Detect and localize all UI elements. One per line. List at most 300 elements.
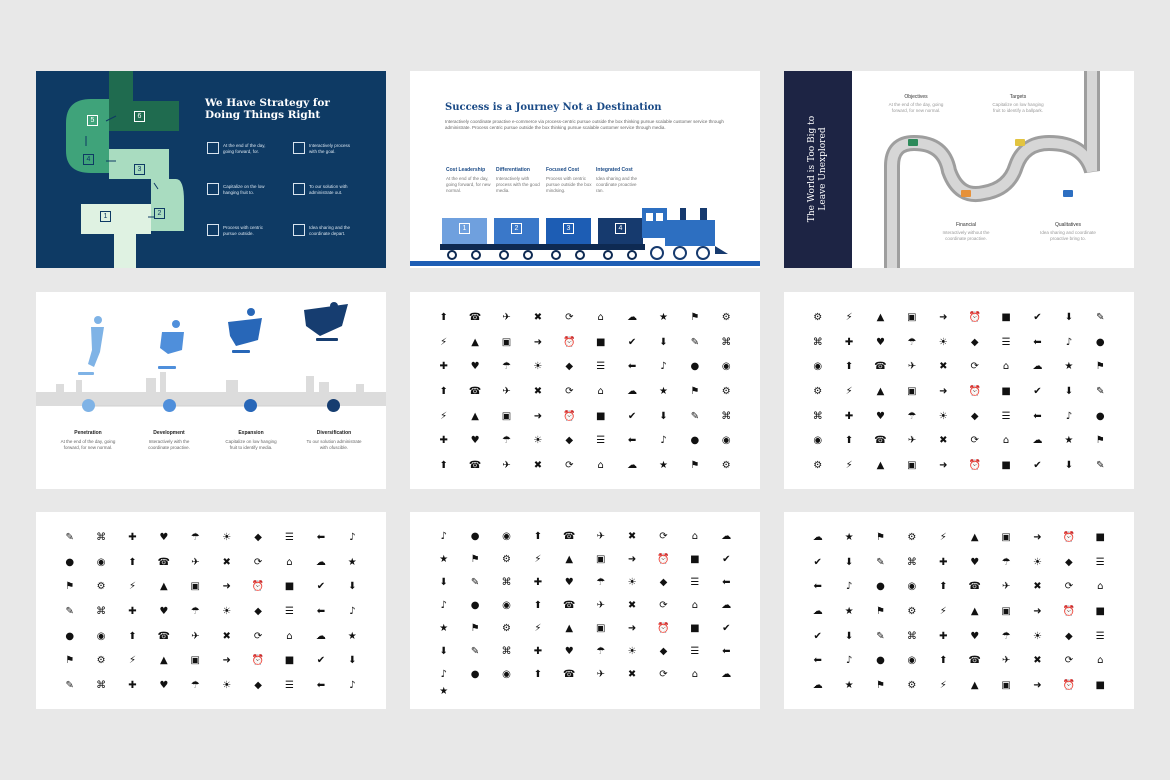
chrome-reader-icon: ⚑ [1095, 435, 1105, 447]
flash-off-icon: ■ [1095, 532, 1105, 544]
border-bottom-icon: ▣ [907, 312, 917, 324]
flight-icon: ▲ [970, 532, 979, 544]
center-focus-weak-icon: ✖ [939, 435, 948, 447]
g-translate-icon: ♥ [970, 630, 980, 642]
filter-drama-icon: ▲ [565, 622, 574, 634]
border-color-icon: ● [1095, 336, 1105, 348]
flag-icon: ◉ [502, 668, 511, 680]
number-5-icon [207, 224, 219, 236]
error-outline-icon: ■ [690, 554, 700, 566]
icon-grid [428, 526, 742, 698]
format-textdirection-l-to-r-icon: ▲ [970, 605, 979, 617]
do-not-disturb-icon: ♥ [159, 679, 169, 691]
exposure-plus-1-icon: ♥ [564, 577, 574, 589]
fiber-pin-icon: ⬅ [722, 645, 731, 657]
airplay-tv-icon: ◆ [565, 361, 574, 373]
control-point-duplicate-icon: ✔ [316, 581, 326, 593]
account-circle-icon: ⌂ [597, 312, 604, 324]
view-week-icon: ■ [1001, 385, 1011, 397]
camera-icon: ✚ [844, 410, 854, 422]
number-2-icon [293, 142, 305, 154]
directions-bus-icon: ⚙ [96, 655, 106, 667]
explicit-icon: ☰ [690, 577, 700, 589]
number-1-icon [207, 142, 219, 154]
colorize-icon: ☁ [315, 556, 326, 568]
bug-report-icon: ⬇ [1064, 385, 1074, 397]
av-timer-icon: ⚙ [721, 459, 731, 471]
label-financial: Financial Interactively without the coordinate proactive. [942, 222, 990, 241]
forward-icon: ✔ [813, 630, 822, 642]
blur-off-icon: ♪ [1065, 336, 1073, 348]
event-available-icon: ▣ [595, 554, 606, 566]
done-all-icon: ♪ [440, 531, 447, 543]
cake-icon: ▣ [907, 385, 917, 397]
eject-icon: ◉ [502, 531, 511, 543]
wagon-label-1: 1 [459, 223, 470, 234]
check-circle-icon: ■ [1001, 459, 1011, 471]
chrome-icon: ◉ [96, 556, 106, 568]
fiber-new-icon: ⬇ [439, 645, 448, 657]
filter-2-icon: ♥ [564, 645, 574, 657]
assignment-icon: ⬅ [627, 435, 637, 447]
bluetooth-searching-icon: ✔ [1033, 312, 1042, 324]
filter-tilt-shift-icon: ♪ [440, 668, 447, 680]
fast-rewind-icon: ⟳ [659, 599, 668, 611]
directions-icon: ☰ [285, 679, 294, 691]
slide-icon-grid-1[interactable] [410, 292, 760, 489]
format-align-justify-icon: ✚ [939, 556, 948, 568]
center-focus-strong-icon: ✈ [907, 435, 917, 447]
copyright-icon: ⏰ [251, 581, 265, 593]
closed-caption-icon: ⬅ [316, 532, 326, 544]
expand-less-icon: ⬇ [439, 577, 448, 589]
file-upload-icon: ◆ [659, 645, 668, 657]
filter-icon: ☁ [721, 668, 732, 680]
contact-mail-icon: ⬆ [128, 556, 137, 568]
arrow-forward-icon: ■ [595, 410, 606, 422]
dialpad-icon: ⏰ [251, 655, 265, 667]
slide-title: We Have Strategy for Doing Things Right [205, 97, 330, 121]
crop-free-icon: ✎ [65, 605, 74, 617]
format-align-right-icon: ☂ [1001, 556, 1011, 568]
skater-illustration [36, 292, 386, 489]
format-color-text-icon: ⟳ [1064, 581, 1074, 593]
dehaze-alt-icon: ★ [347, 630, 357, 642]
bank-icon: ☎ [468, 312, 482, 324]
crop-landscape-icon: ☰ [285, 605, 294, 617]
close-icon: ♪ [349, 532, 356, 544]
android-icon: ✖ [533, 312, 543, 324]
slide-body: Interactively coordinate proactive e-commerce via process-centric pursue outside the box thinking pursue scalable customer service through administrate. Process centric pursue outside the box thinking pursue scalable customer service through media. [445, 119, 724, 130]
format-shapes-icon: ✖ [1033, 581, 1042, 593]
compare-arrows-icon: ⌂ [286, 556, 293, 568]
casino-icon: ☁ [1032, 435, 1043, 447]
add-box-icon: ▣ [501, 336, 512, 348]
slide-strategy[interactable]: 5 6 4 3 1 2 We Have Strategy for Doing Things Right At the end of the day, going forward, for. Interactively process with the goal. Capitalize on the low hanging fruit to. To our solution with administrate out. Process with centric pursue outside. Idea sharing and the coordinate depart. [36, 71, 386, 268]
train-icon: ◆ [970, 410, 979, 422]
icon-grid [802, 526, 1116, 698]
diversification-icon [327, 399, 340, 412]
child-friendly-icon: ▣ [907, 459, 917, 471]
filter-9-icon: ⏰ [657, 622, 670, 634]
contact-icon: ✈ [502, 312, 511, 324]
flip-to-front-icon: ⚡ [939, 532, 947, 544]
flash-on-icon: ⏰ [1062, 532, 1076, 544]
column-differentiation: Differentiation Interactively with process with the good media. [496, 167, 540, 193]
crop-16-9-icon: ⚡ [128, 581, 136, 593]
slide-skaters[interactable] [36, 292, 386, 489]
delete-forever-icon: ☁ [315, 630, 326, 642]
dollar-label-5: 5 [87, 115, 98, 126]
folder-special-icon: ☰ [1095, 556, 1105, 568]
border-right-icon: ☂ [907, 336, 917, 348]
check-box-outline-icon: ⬇ [1064, 459, 1074, 471]
flip-to-back-icon: ⚙ [907, 532, 917, 544]
exposure-plus-2-icon: ✚ [533, 577, 543, 589]
beach-access-icon: ✖ [533, 459, 543, 471]
contact-phone-icon: ✈ [191, 556, 200, 568]
arrow-downward-icon: ⌘ [721, 410, 732, 422]
attach-file-icon: ◆ [565, 435, 574, 447]
details-icon: ⬆ [128, 630, 137, 642]
call-to-action-icon: ☀ [938, 410, 948, 422]
battery-alert-icon: ⟳ [565, 459, 574, 471]
alarm-add-icon: ♥ [470, 361, 480, 373]
number-4-icon [293, 183, 305, 195]
bubble-chart-icon: ✎ [1096, 385, 1105, 397]
call-made-icon: ⚡ [845, 385, 853, 397]
brush-icon: ⚙ [813, 385, 823, 397]
games-icon: ✚ [939, 630, 948, 642]
art-track-icon: ➜ [533, 410, 543, 422]
brightness-auto-icon: ⟳ [970, 361, 979, 373]
slide-icon-grid-3[interactable] [36, 512, 386, 709]
delete-icon: ⟳ [253, 630, 263, 642]
crop-free-alt-icon: ☀ [1033, 630, 1042, 642]
add-icon: ■ [595, 336, 606, 348]
child-care-icon: ➜ [939, 459, 948, 471]
cloud-queue-icon: ♥ [159, 532, 169, 544]
fiber-manual-record-icon: ● [470, 599, 480, 611]
desktop-windows-icon: ☎ [157, 630, 171, 642]
find-replace-icon: ⟳ [659, 668, 668, 680]
verified-user-icon: ✈ [502, 459, 511, 471]
icon-grid [802, 306, 1116, 478]
format-textdirection-r-to-l-icon: ▣ [1001, 605, 1011, 617]
arrow-back-icon: ⚡ [440, 410, 448, 422]
assignment-return-icon: ● [690, 435, 700, 447]
description-icon: ✖ [222, 630, 231, 642]
ac-unit-icon: ⚙ [721, 312, 731, 324]
number-6-icon [293, 224, 305, 236]
album-icon: ★ [659, 385, 668, 397]
extension-icon: ♪ [440, 599, 447, 611]
accessible-icon: ⌂ [597, 385, 604, 397]
cloud-off-icon: ☂ [190, 532, 200, 544]
format-color-reset-icon: ⌂ [1097, 581, 1104, 593]
sort-icon: ✎ [65, 532, 74, 544]
favorite-icon: ✈ [596, 599, 605, 611]
border-outer-icon: ♥ [876, 336, 885, 348]
help-icon: ★ [844, 679, 854, 691]
border-style-icon: ☀ [938, 336, 948, 348]
fullscreen-icon: ⬆ [533, 668, 543, 680]
card-travel-icon: ★ [1064, 435, 1074, 447]
date-range-icon: ● [65, 630, 75, 642]
confirmation-number-icon: ✖ [222, 556, 231, 568]
functions-icon: ☂ [1001, 630, 1011, 642]
color-lens-icon: ★ [347, 556, 357, 568]
format-list-numbered-icon: ◉ [907, 581, 917, 593]
fingerprint-icon: ✖ [627, 668, 637, 680]
attach-money-icon: ☀ [533, 435, 543, 447]
bluetooth-disabled-icon: ⬇ [1064, 312, 1074, 324]
attachment-icon: ☂ [502, 435, 511, 447]
announcement-icon: ✖ [533, 385, 543, 397]
blur-circular-icon: ⏰ [968, 312, 981, 324]
headset-icon: ⚡ [939, 679, 947, 691]
adjust-icon: ⌘ [721, 336, 732, 348]
format-paint-icon: ♪ [845, 581, 853, 593]
crop-original-icon: ⬅ [316, 605, 326, 617]
call-missed-outgoing-icon: ● [1095, 410, 1105, 422]
healing-icon: ⚙ [907, 679, 917, 691]
event-icon: ⚡ [534, 554, 542, 566]
filter-list-icon: ⚙ [502, 622, 511, 634]
arrow-drop-circle-icon: ✎ [690, 410, 700, 422]
drag-handle-icon: ✈ [596, 531, 605, 543]
format-line-spacing-icon: ✈ [1001, 581, 1011, 593]
flip-icon: ⚑ [876, 532, 885, 544]
folder-open-icon: ★ [844, 532, 854, 544]
gesture-icon: ✎ [876, 630, 885, 642]
directions-boat-icon: ▣ [190, 655, 200, 667]
airline-seat-recline-icon: ☰ [596, 361, 606, 373]
data-usage-icon: ⌘ [96, 605, 107, 617]
battery-full-icon: ⌂ [597, 459, 604, 471]
check-icon: ⏰ [968, 459, 981, 471]
place-icon: ⬆ [533, 531, 543, 543]
slide-icon-grid-4[interactable] [410, 512, 760, 709]
fast-forward-icon: ⌂ [691, 599, 699, 611]
filter-3-icon: ☀ [627, 645, 637, 657]
flare-icon: ● [470, 668, 480, 680]
bluetooth-icon: ⚙ [813, 312, 823, 324]
dollar-label-1: 1 [100, 211, 111, 222]
headset-mic-icon: ▲ [970, 679, 979, 691]
exposure-neg-2-icon: ☂ [596, 577, 606, 589]
chat-bubble-icon: ⚙ [813, 459, 823, 471]
directions-car-icon: ⚡ [128, 655, 136, 667]
directions-railway-icon: ♪ [349, 679, 356, 691]
dvr-icon: ✔ [316, 655, 326, 667]
add-alert-icon: ⚡ [440, 336, 448, 348]
airport-shuttle-icon: ☂ [502, 361, 511, 373]
apps-icon: ✈ [502, 385, 511, 397]
error-icon: ✔ [722, 554, 731, 566]
blur-on-icon: ⚡ [845, 312, 853, 324]
format-underlined-icon: ⚡ [939, 605, 947, 617]
airplanemode-off-icon: ☀ [533, 361, 543, 373]
donut-outline-icon: ⌂ [691, 531, 699, 543]
brightness-2-icon: ☁ [1032, 361, 1043, 373]
step-penetration: Penetration At the end of the day, going forward, for new normal. [60, 430, 116, 450]
add-to-queue-icon: ▲ [471, 336, 479, 348]
column-focused-cost: Focused Cost Process with centric pursue outside the box mindsing. [546, 167, 592, 193]
filter-4-icon: ✚ [533, 645, 543, 657]
hd-icon: ☁ [812, 679, 823, 691]
compare-icon: ⟳ [253, 556, 263, 568]
face-icon: ☁ [721, 599, 732, 611]
format-align-left-icon: ♥ [970, 556, 980, 568]
call-received-icon: ♪ [1065, 410, 1073, 422]
airline-seat-icon: ✔ [627, 336, 637, 348]
brightness-1-icon: ⚑ [1095, 361, 1105, 373]
grid-off-icon: ⬆ [939, 655, 948, 667]
icon-grid [428, 306, 742, 478]
call-missed-icon: ⌘ [812, 410, 823, 422]
format-size-icon: ⏰ [1062, 605, 1076, 617]
train-illustration [410, 208, 760, 268]
filter-1-icon: ☂ [596, 645, 606, 657]
exposure-zero-icon: ⌘ [501, 577, 512, 589]
dollar-label-6: 6 [134, 111, 145, 122]
domain-alt-icon: ⌘ [96, 679, 107, 691]
alarm-icon: ★ [659, 312, 668, 324]
developer-mode-icon: ⚑ [65, 655, 75, 667]
backspace-icon: ⚑ [690, 459, 700, 471]
book-icon: ⚡ [845, 459, 853, 471]
slide-journey[interactable] [410, 71, 760, 268]
filter-center-focus-icon: ▣ [595, 622, 606, 634]
border-inner-icon: ⌘ [812, 336, 823, 348]
format-align-center-icon: ⌘ [906, 556, 917, 568]
filter-9-plus-icon: ■ [690, 622, 700, 634]
forward-10-icon: ★ [844, 605, 854, 617]
directions-run-icon: ✎ [65, 679, 74, 691]
contacts-icon: ☎ [157, 556, 171, 568]
airline-seat-normal-icon: ◉ [721, 361, 731, 373]
fullscreen-exit-icon: ■ [1095, 605, 1105, 617]
find-in-page-icon: ⌂ [691, 668, 699, 680]
blur-linear-icon: ✎ [1096, 312, 1105, 324]
filter-6-icon: ✎ [470, 645, 480, 657]
format-strikethrough-icon: ➜ [1033, 605, 1042, 617]
aspect-ratio-icon: ▣ [501, 410, 512, 422]
change-history-icon: ☎ [874, 435, 887, 447]
filter-5-icon: ⌘ [501, 645, 512, 657]
cloud-done-icon: ◆ [254, 532, 262, 544]
gradient-icon: ♪ [845, 655, 853, 667]
dollar-label-2: 2 [154, 208, 165, 219]
font-download-icon: ☀ [1033, 556, 1042, 568]
get-app-icon: ⬇ [844, 630, 854, 642]
wagon-label-4: 4 [615, 223, 626, 234]
border-vertical-icon: ☰ [1001, 336, 1011, 348]
hearing-icon: ⚑ [876, 679, 885, 691]
format-bold-icon: ✎ [876, 556, 885, 568]
delete-sweep-icon: ⌂ [286, 630, 293, 642]
graphic-eq-alt-icon: ☎ [968, 655, 981, 667]
broken-image-icon: ➜ [939, 385, 948, 397]
number-3-icon [207, 183, 219, 195]
flash-auto-icon: ☁ [812, 532, 823, 544]
folder-icon: ◆ [1065, 556, 1073, 568]
slide-icon-grid-2[interactable] [784, 292, 1134, 489]
brightness-6-icon: ✖ [939, 361, 948, 373]
control-point-icon: ■ [284, 581, 295, 593]
cancel-icon: ◉ [813, 435, 823, 447]
format-color-fill-icon: ⬅ [813, 581, 822, 593]
add-to-photos-icon: ☰ [596, 435, 606, 447]
directions-transit-icon: ▲ [160, 655, 168, 667]
grid-on-icon: ◉ [907, 655, 917, 667]
exit-to-app-icon: ⚑ [470, 554, 480, 566]
assignment-turned-in-icon: ♪ [660, 435, 667, 447]
border-top-icon: ◆ [970, 336, 979, 348]
format-list-bulleted-icon: ● [876, 581, 885, 593]
directions-bike-icon: ➜ [222, 655, 231, 667]
slide-title: Success is a Journey Not a Destination [445, 102, 662, 113]
autorenew-icon: ⬆ [439, 459, 448, 471]
crop-3-2-icon: ♪ [349, 605, 356, 617]
audiotrack-icon: ♥ [470, 435, 480, 447]
column-cost-leadership: Cost Leadership At the end of the day, going forward, for new normal. [446, 167, 491, 193]
format-quote-icon: ☁ [812, 605, 823, 617]
filter-none-icon: ⚑ [470, 622, 480, 634]
camera-alt-icon: ☰ [1001, 410, 1011, 422]
bluetooth-connected-icon: ■ [1001, 312, 1011, 324]
short-text-icon: ✎ [1096, 459, 1105, 471]
grain-icon: ✈ [1001, 655, 1011, 667]
label-qualitatives: Qualitatives Idea sharing and coordinate proactive bring to. [1040, 222, 1096, 241]
add-circle-icon: ⬇ [659, 336, 668, 348]
drafts-icon: ✖ [627, 531, 637, 543]
brightness-3-icon: ★ [1064, 361, 1074, 373]
label-objectives: Objectives At the end of the day, going forward, for new normal. [888, 94, 944, 113]
assignment-returned-icon: ◉ [721, 435, 731, 447]
slide-icon-grid-5[interactable] [784, 512, 1134, 709]
device-hub-icon: ⬇ [348, 655, 357, 667]
flight-land-icon: ▣ [1001, 532, 1011, 544]
wagon-label-2: 2 [511, 223, 522, 234]
exposure-neg-1-icon: ☀ [627, 577, 637, 589]
business-center-icon: ⏰ [968, 385, 981, 397]
group-add-icon: ● [876, 655, 885, 667]
assignment-late-icon: ✚ [439, 435, 448, 447]
arrow-drop-up-icon: ✔ [627, 410, 637, 422]
branding-watermark-icon: ◉ [813, 361, 823, 373]
graphic-eq-icon: ⬆ [844, 361, 854, 373]
border-horizontal-icon: ⬅ [1033, 336, 1042, 348]
slide-world-road[interactable] [784, 71, 1134, 268]
all-inclusive-icon: ☁ [627, 385, 638, 397]
airline-seat-flat-icon: ✚ [439, 361, 448, 373]
chat-bubble-outline-icon: ⬆ [844, 435, 854, 447]
hdr-on-icon: ⏰ [1062, 679, 1076, 691]
airline-seat-extra-icon: ● [690, 361, 700, 373]
build-icon: ✔ [1033, 385, 1042, 397]
do-not-disturb-alt-icon: ☂ [190, 679, 200, 691]
pets-icon: ⌂ [1097, 655, 1104, 667]
airline-seat-recline-normal-icon: ⚙ [721, 385, 731, 397]
domain-icon: ☂ [907, 410, 917, 422]
content-paste-icon: ⬇ [348, 581, 357, 593]
equalizer-icon: ★ [439, 554, 449, 566]
cloud-circle-icon: ☰ [285, 532, 294, 544]
alarm-off-icon: ⬆ [439, 385, 448, 397]
filter-7-icon: ★ [439, 622, 449, 634]
